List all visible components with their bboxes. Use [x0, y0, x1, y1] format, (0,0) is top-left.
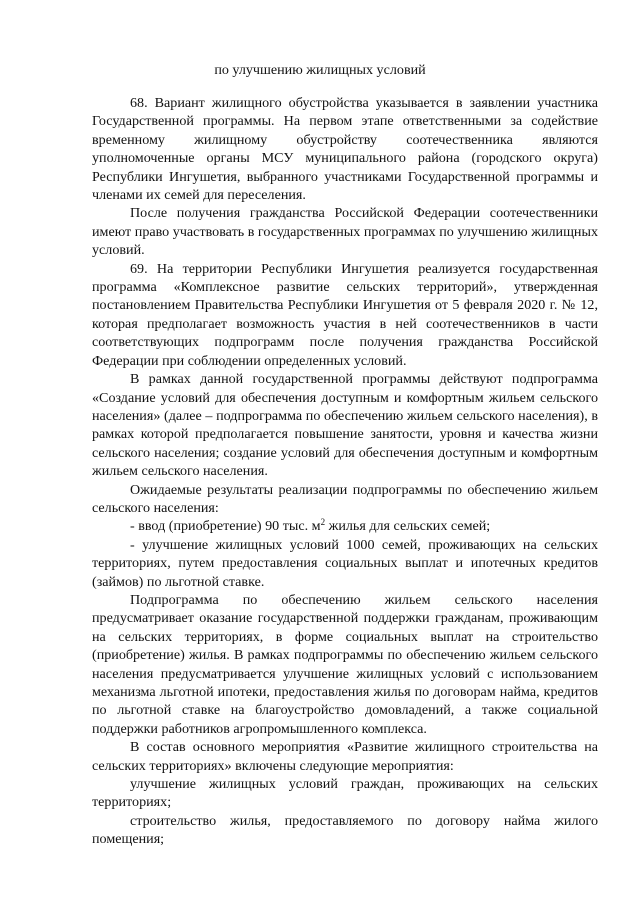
document-body	[92, 94, 598, 849]
bullet-housing-input-text: - ввод (приобретение) 90 тыс. м	[130, 518, 321, 535]
paragraph-activity-2: строительство жилья, предоставляемого по договору найма жилого помещения;	[92, 812, 598, 848]
page-header-line: по улучшению жилищных условий	[214, 62, 426, 78]
bullet-living-conditions: - улучшение жилищных условий 1000 семей, проживающих на сельских территориях, путем предоставления социальных выплат и ипотечных кредитов (займов) по льготной ставке.	[92, 536, 598, 590]
paragraph-68: 68. Вариант жилищного обустройства указывается в заявлении участника Государственной программы. На первом этапе ответственными за содействие временному жилищному обустройству соотечественника являются уполномоченные органы МСУ муниципального района (городского округа) Республики Ингушетия, выбранного участниками Государственной программы и членами их семей для переселения.	[92, 95, 598, 204]
paragraph-expected-results: Ожидаемые результаты реализации подпрограммы по обеспечению жильем сельского населения:	[92, 481, 598, 516]
bullet-housing-input-tail: жилья для сельских семей;	[325, 518, 491, 535]
paragraph-activity-1: улучшение жилищных условий граждан, проживающих на сельских территориях;	[92, 776, 598, 811]
square-meter-superscript: 2	[320, 517, 326, 528]
paragraph-69: 69. На территории Республики Ингушетия реализуется государственная программа «Комплексное развитие сельских территорий», утвержденная постановлением Правительства Республики Ингушетия от 5 февраля 2020 г. № 12, которая предполагает возможность участия в ней соотечественников в части соответствующих подпрограмм после получения гражданства Российской Федерации при соблюдении определенных условий.	[92, 260, 598, 369]
paragraph-subprogram: В рамках данной государственной программы действуют подпрограмма «Создание условий для обеспечения доступным и комфортным жильем сельского населения» (далее – подпрограмма по обеспечению жильем сельского населения), в рамках которой предполагается повышение занятости, уровня и качества жизни сельского населения; создание условий для обеспечения доступным и комфортным жильем сельского населения.	[92, 371, 598, 480]
paragraph-main-activity: В состав основного мероприятия «Развитие жилищного строительства на сельских территориях» включены следующие мероприятия:	[92, 739, 598, 774]
paragraph-support: Подпрограмма по обеспечению жильем сельского населения предусматривает оказание государственной поддержки гражданам, проживающим на сельских территориях, в форме социальных выплат на строительство (приобретение) жилья. В рамках подпрограммы по обеспечению жильем сельского населения предусматривается улучшение жилищных условий с использованием механизма льготной ипотеки, предоставления жилья по договорам найма, кредитов по льготной ставке на благоустройство домовладений, а также социальной поддержки работников агропромышленного комплекса.	[92, 591, 598, 737]
paragraph-after-citizenship: После получения гражданства Российской Федерации соотечественники имеют право участвовать в государственных программах по улучшению жилищных условий.	[92, 205, 598, 259]
bullet-housing-input	[92, 517, 598, 535]
